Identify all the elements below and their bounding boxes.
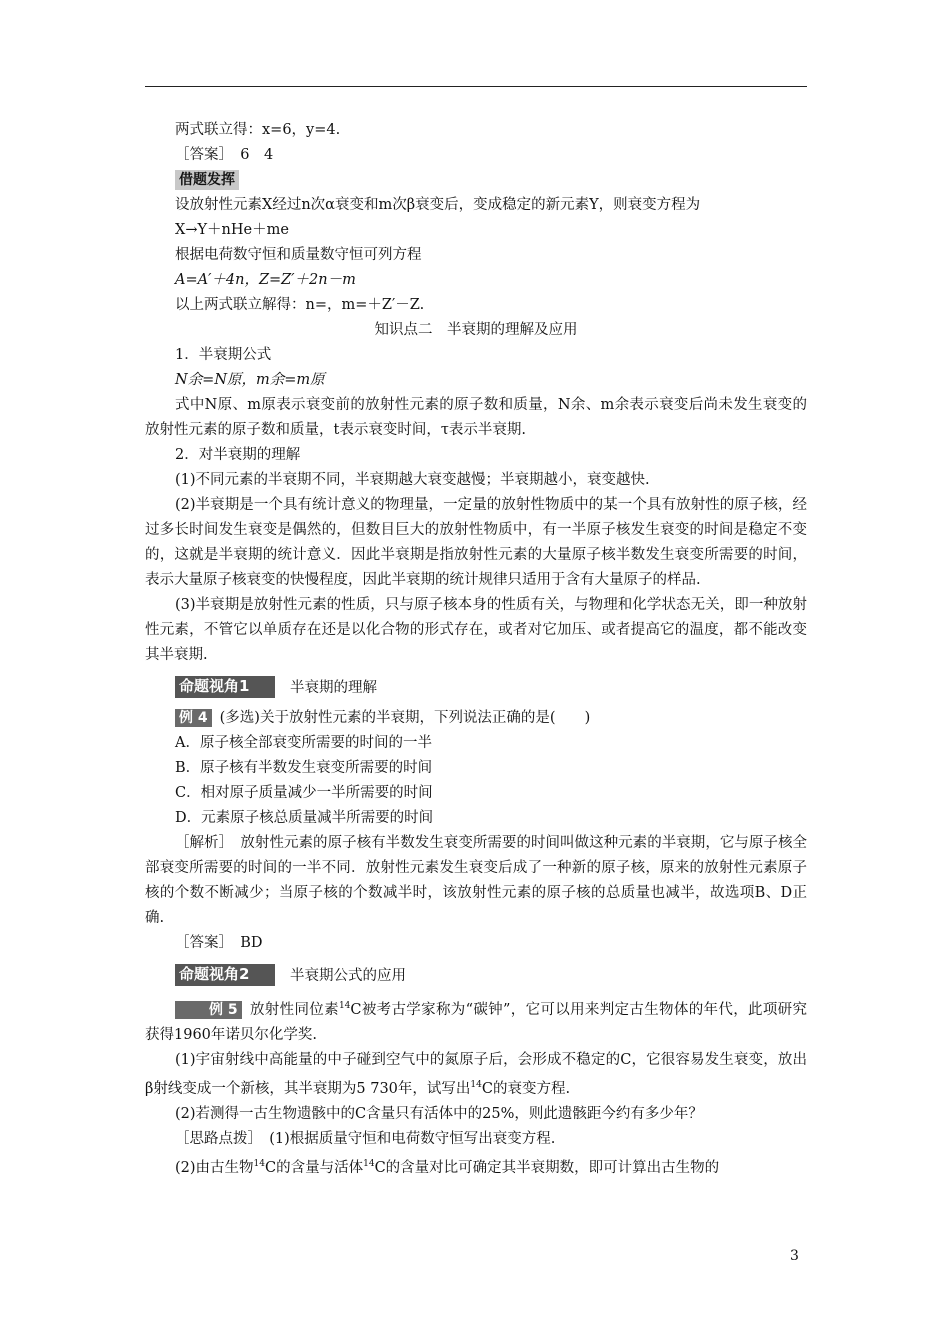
equation-line: 两式联立得：x=6，y=4. xyxy=(175,122,341,138)
example-5-stem xyxy=(145,994,807,1048)
section-title: 知识点二 半衰期的理解及应用 xyxy=(374,322,578,338)
formula-line: A=A′＋4n，Z=Z′＋2n－m xyxy=(175,272,356,288)
example-label: 例 5 xyxy=(175,1001,242,1019)
question-text: 放射性同位素 xyxy=(249,1001,339,1018)
paragraph: (1)不同元素的半衰期不同，半衰期越大衰变越慢；半衰期越小，衰变越快. xyxy=(175,472,650,488)
page-number: 3 xyxy=(790,1248,799,1264)
question-1 xyxy=(145,1048,807,1102)
angle-title: 半衰期公式的应用 xyxy=(290,968,406,984)
subheading: 2．对半衰期的理解 xyxy=(175,447,301,463)
question-text: (1)宇宙射线中高能量的中子碰到空气中的氮原子后，会形成不稳定的C，它很容易发生衰变，放出β射线变成一个新核，其半衰期为5 730年，试写出 xyxy=(145,1051,807,1097)
option-c: C．相对原子质量减少一半所需要的时间 xyxy=(175,785,433,801)
proposition-angle-1 xyxy=(145,672,807,704)
example-4-stem xyxy=(145,706,807,731)
analysis-paragraph: ［解析］ 放射性元素的原子核有半数发生衰变所需要的时间叫做这种元素的半衰期，它与原子核全部衰变所需要的时间的一半不同．放射性元素发生衰变后成了一种新的原子核，原来的放射性元素原子核的个数不断减少；当原子核的个数减半时，该放射性元素的原子核的总质量也减半，故选项B、D正确. xyxy=(145,835,807,926)
formula-line: X→Y＋nHe＋me xyxy=(175,222,289,238)
question-text: (多选)关于放射性元素的半衰期，下列说法正确的是( ) xyxy=(219,710,591,726)
proposition-angle-2 xyxy=(145,960,807,992)
hint-line-2 xyxy=(145,1152,807,1181)
option-a: A．原子核全部衰变所需要的时间的一半 xyxy=(175,735,432,751)
answer-line: ［答案］ BD xyxy=(175,935,263,951)
hint-text: C的含量与活体 xyxy=(265,1159,364,1176)
question-text: C被考古学家称为“碳钟”，它可以用来判定古生物体的年代，此项研究获得1960年诺贝尔化学奖. xyxy=(145,1001,808,1043)
question-text: C的衰变方程. xyxy=(481,1080,571,1097)
answer-line: ［答案］ 6 4 xyxy=(175,147,274,163)
isotope-superscript: 14 xyxy=(363,1158,375,1169)
isotope-superscript: 14 xyxy=(338,1001,351,1011)
text-line: 设放射性元素X经过n次α衰变和m次β衰变后，变成稳定的新元素Y，则衰变方程为 xyxy=(175,197,701,213)
subheading: 1．半衰期公式 xyxy=(175,347,272,363)
tip-tag: 借题发挥 xyxy=(175,170,239,190)
hint-text: C的含量对比可确定其半衰期数，即可计算出古生物的 xyxy=(374,1159,720,1176)
angle-title: 半衰期的理解 xyxy=(290,680,377,696)
option-b: B．原子核有半数发生衰变所需要的时间 xyxy=(175,760,433,776)
header-rule xyxy=(145,86,807,87)
question-2: (2)若测得一古生物遗骸中的C含量只有活体中的25%，则此遗骸距今约有多少年？ xyxy=(175,1105,703,1122)
isotope-superscript: 14 xyxy=(253,1158,265,1169)
isotope-superscript: 14 xyxy=(470,1079,482,1090)
tip-tag-row xyxy=(145,168,807,193)
angle-badge: 命题视角1 xyxy=(179,677,250,695)
text-line: 根据电荷数守恒和质量数守恒可列方程 xyxy=(175,247,422,263)
hint-line: ［思路点拨］ (1)根据质量守恒和电荷数守恒写出衰变方程. xyxy=(175,1130,556,1147)
option-d: D．元素原子核总质量减半所需要的时间 xyxy=(175,810,434,826)
hint-text: (2)由古生物 xyxy=(175,1159,254,1176)
paragraph: 式中N原、m原表示衰变前的放射性元素的原子数和质量，N余、m余表示衰变后尚未发生衰变的放射性元素的原子数和质量，t表示衰变时间，τ表示半衰期. xyxy=(145,397,807,438)
paragraph: (2)半衰期是一个具有统计意义的物理量，一定量的放射性物质中的某一个具有放射性的原子核，经过多长时间发生衰变是偶然的，但数目巨大的放射性物质中，有一半原子核发生衰变的时间是稳定不变的，这就是半衰期的统计意义．因此半衰期是指放射性元素的大量原子核半数发生衰变所需要的时间，表示大量原子核衰变的快慢程度，因此半衰期的统计规律只适用于含有大量原子的样品. xyxy=(145,497,807,588)
angle-badge: 命题视角2 xyxy=(179,965,250,983)
example-label: 例 4 xyxy=(175,709,212,727)
paragraph: (3)半衰期是放射性元素的性质，只与原子核本身的性质有关，与物理和化学状态无关，即一种放射性元素，不管它以单质存在还是以化合物的形式存在，或者对它加压、或者提高它的温度，都不能改变其半衰期. xyxy=(145,597,807,663)
page-content xyxy=(145,118,807,1180)
formula-line: N余=N原，m余=m原 xyxy=(175,372,325,388)
text-line: 以上两式联立解得：n=，m=＋Z′－Z. xyxy=(175,297,425,313)
